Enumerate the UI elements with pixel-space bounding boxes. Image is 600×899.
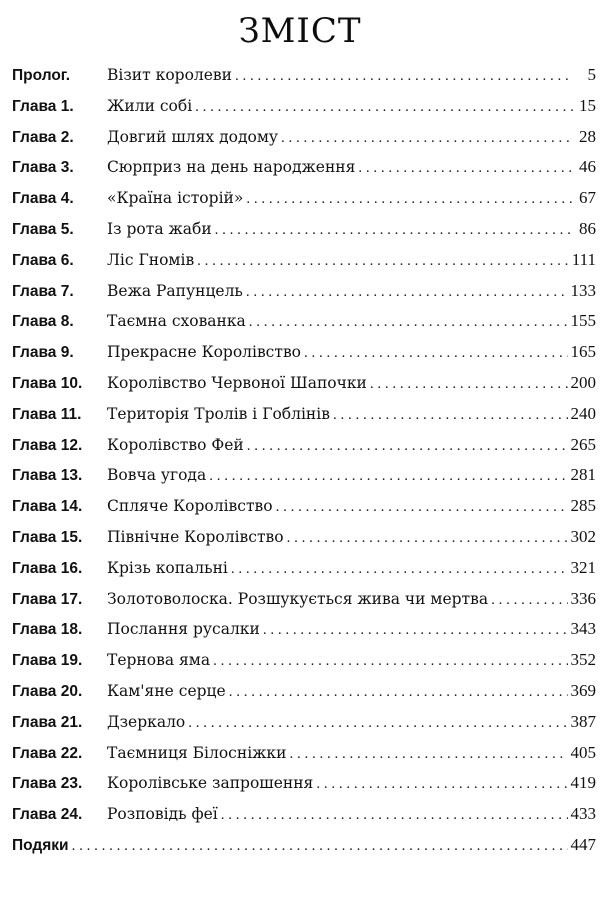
toc-entry-chapter-17[interactable] [12, 584, 596, 615]
toc-entry-chapter-1[interactable] [12, 91, 596, 122]
entry-page-number: 321 [570, 557, 596, 577]
entry-title: Послання русалки [107, 620, 260, 639]
entry-title: Ліс Гномів [107, 250, 195, 269]
toc-entry-chapter-3[interactable] [12, 152, 596, 183]
toc-entry-chapter-9[interactable] [12, 337, 596, 368]
dot-leader [333, 400, 568, 431]
entry-label: Глава 24. [12, 806, 83, 824]
entry-page-number: 155 [570, 311, 596, 331]
entry-label: Глава 4. [12, 190, 74, 208]
dot-leader [249, 307, 568, 338]
entry-page-number: 336 [570, 588, 596, 608]
entry-page-number: 15 [579, 95, 596, 115]
toc-entry-chapter-19[interactable] [12, 645, 596, 676]
entry-title: Золотоволоска. Розшукується жива чи мертва [107, 589, 489, 608]
toc-entry-chapter-14[interactable] [12, 491, 596, 522]
entry-label: Глава 20. [12, 682, 83, 700]
toc-entry-chapter-22[interactable] [12, 738, 596, 769]
entry-page-number: 352 [570, 650, 596, 670]
entry-page-number: 5 [587, 65, 596, 84]
entry-label: Глава 15. [12, 528, 83, 546]
dot-leader [246, 184, 573, 215]
toc-entry-chapter-11[interactable] [12, 399, 596, 430]
entry-title: Крізь копальні [107, 558, 228, 577]
entry-title: Королівське запрошення [107, 774, 314, 793]
dot-leader [370, 369, 568, 400]
page-title: ЗМІСТ [238, 11, 362, 51]
toc-entry-chapter-18[interactable] [12, 614, 596, 645]
toc-entry-chapter-10[interactable] [12, 368, 596, 399]
entry-page-number: 200 [570, 372, 596, 392]
dot-leader [213, 646, 567, 677]
entry-label: Глава 8. [12, 313, 74, 331]
dot-leader [72, 831, 568, 862]
toc-entry-acknowledgements[interactable] [12, 830, 596, 861]
entry-title: Таємниця Білосніжки [107, 743, 287, 762]
toc-entry-chapter-8[interactable] [12, 306, 596, 337]
dot-leader [263, 615, 568, 646]
entry-label: Глава 13. [12, 467, 83, 485]
dot-leader [289, 739, 567, 770]
entry-title: Вовча угода [107, 466, 207, 485]
entry-label: Подяки [12, 836, 69, 854]
entry-title: Спляче Королівство [107, 497, 273, 516]
entry-page-number: 67 [579, 188, 596, 208]
entry-page-number: 265 [570, 434, 596, 454]
toc-entry-chapter-23[interactable] [12, 768, 596, 799]
dot-leader [247, 431, 568, 462]
entry-page-number: 387 [570, 711, 596, 731]
dot-leader [287, 523, 568, 554]
entry-label: Глава 18. [12, 621, 83, 639]
entry-page-number: 419 [570, 773, 596, 793]
toc-entry-chapter-13[interactable] [12, 460, 596, 491]
entry-page-number: 165 [570, 342, 596, 362]
entry-label: Глава 21. [12, 713, 83, 731]
entry-page-number: 111 [571, 249, 596, 269]
entry-title: Сюрприз на день народження [107, 158, 356, 177]
entry-page-number: 86 [579, 218, 596, 238]
entry-page-number: 28 [579, 126, 596, 146]
entry-page-number: 447 [570, 834, 596, 854]
entry-label: Глава 22. [12, 744, 83, 762]
entry-title: Візит королеви [107, 66, 232, 84]
toc-entry-chapter-6[interactable] [12, 245, 596, 276]
dot-leader [209, 461, 567, 492]
dot-leader [358, 153, 573, 184]
toc-entry-chapter-5[interactable] [12, 214, 596, 245]
entry-title: Таємна схованка [107, 312, 246, 331]
entry-page-number: 302 [570, 526, 596, 546]
entry-title: «Країна історій» [107, 189, 244, 208]
dot-leader [188, 708, 567, 739]
dot-leader [195, 92, 573, 123]
entry-page-number: 405 [570, 742, 596, 762]
entry-label: Глава 19. [12, 652, 83, 670]
entry-label: Глава 2. [12, 128, 74, 146]
entry-label: Глава 11. [12, 405, 82, 423]
entry-title: Королівство Червоної Шапочки [107, 373, 367, 392]
toc-entry-chapter-20[interactable] [12, 676, 596, 707]
entry-title: Із рота жаби [107, 219, 212, 238]
toc-entry-chapter-24[interactable] [12, 799, 596, 830]
entry-label: Глава 5. [12, 220, 74, 238]
entry-label: Глава 3. [12, 159, 74, 177]
entry-title: Королівство Фей [107, 435, 244, 454]
entry-label: Глава 1. [12, 97, 74, 115]
dot-leader [276, 492, 568, 523]
entry-page-number: 133 [570, 280, 596, 300]
entry-title: Північне Королівство [107, 527, 284, 546]
entry-page-number: 343 [570, 619, 596, 639]
dot-leader [246, 277, 568, 308]
entry-label: Глава 14. [12, 498, 83, 516]
entry-title: Прекрасне Королівство [107, 343, 301, 362]
toc-entry-chapter-4[interactable] [12, 183, 596, 214]
entry-label: Глава 9. [12, 344, 74, 362]
entry-label: Глава 6. [12, 251, 74, 269]
dot-leader [221, 800, 568, 831]
dot-leader [229, 677, 568, 708]
toc-entry-chapter-2[interactable] [12, 122, 596, 153]
entry-label: Пролог. [12, 67, 71, 84]
dot-leader [215, 215, 573, 246]
entry-page-number: 240 [570, 403, 596, 423]
entry-title: Кам'яне серце [107, 681, 226, 700]
dot-leader [197, 246, 569, 277]
entry-title: Жили собі [107, 96, 193, 115]
toc-entry-chapter-16[interactable] [12, 553, 596, 584]
entry-label: Глава 10. [12, 374, 83, 392]
dot-leader [304, 338, 568, 369]
entry-label: Глава 12. [12, 436, 83, 454]
toc-entry-chapter-21[interactable] [12, 707, 596, 738]
entry-title: Розповідь феї [107, 805, 218, 824]
dot-leader [281, 123, 573, 154]
entry-title: Вежа Рапунцель [107, 281, 243, 300]
entry-label: Глава 17. [12, 590, 83, 608]
entry-label: Глава 23. [12, 775, 83, 793]
toc-entry-chapter-12[interactable] [12, 430, 596, 461]
entry-title: Дзеркало [107, 712, 186, 731]
entry-page-number: 433 [570, 804, 596, 824]
dot-leader [491, 585, 567, 616]
toc-entry-prologue[interactable] [12, 60, 596, 91]
dot-leader [231, 554, 568, 585]
entry-title: Територія Тролів і Гоблінів [107, 404, 330, 423]
entry-page-number: 285 [570, 496, 596, 516]
entry-label: Глава 16. [12, 559, 83, 577]
toc-list [12, 60, 596, 861]
toc-entry-chapter-7[interactable] [12, 276, 596, 307]
entry-page-number: 369 [570, 680, 596, 700]
entry-page-number: 281 [570, 465, 596, 485]
entry-title: Тернова яма [107, 651, 211, 670]
toc-entry-chapter-15[interactable] [12, 522, 596, 553]
dot-leader [235, 61, 573, 92]
dot-leader [316, 769, 567, 800]
entry-label: Глава 7. [12, 282, 74, 300]
entry-page-number: 46 [579, 157, 596, 177]
entry-title: Довгий шлях додому [107, 127, 278, 146]
